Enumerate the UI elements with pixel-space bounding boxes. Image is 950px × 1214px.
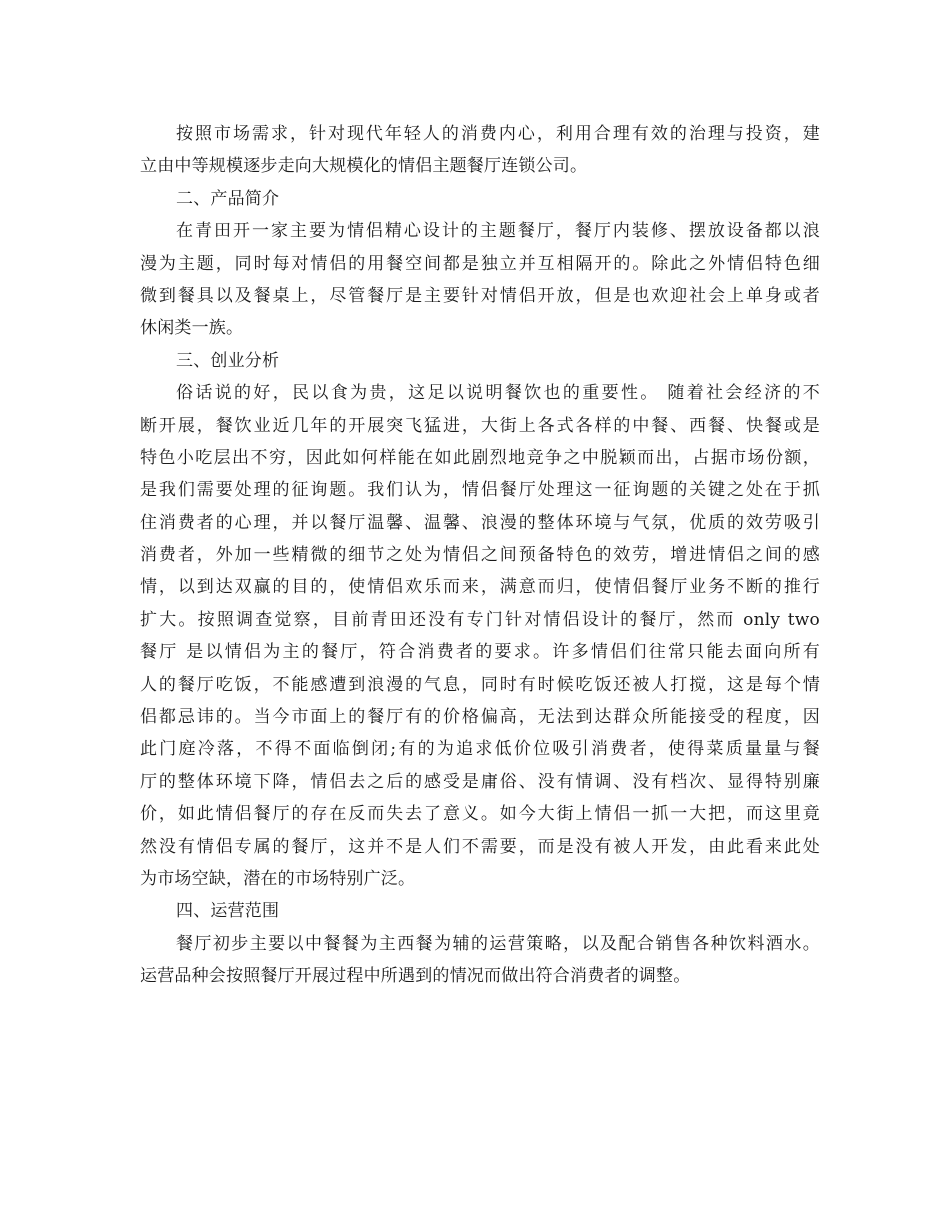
text-line: 运营品种会按照餐厅开展过程中所遇到的情况而做出符合消费者的调整。 xyxy=(140,966,691,987)
text-line: 此门庭冷落，不得不面临倒闭;有的为追求低价位吸引消费者，使得菜质量量与餐 xyxy=(140,739,820,760)
section-heading: 四、运营范围 xyxy=(176,901,280,922)
text-line: 住消费者的心理，并以餐厅温馨、温馨、浪漫的整体环境与气氛，优质的效劳吸引 xyxy=(140,512,820,533)
text-line: 俗话说的好，民以食为贵，这足以说明餐饮也的重要性。 随着社会经济的不 xyxy=(176,383,820,404)
text-line: 在青田开一家主要为情侣精心设计的主题餐厅，餐厅内装修、摆放设备都以浪 xyxy=(176,221,820,242)
text-line: 休闲类一族。 xyxy=(140,318,244,339)
section-heading: 二、产品简介 xyxy=(176,188,280,209)
text-line: 人的餐厅吃饭，不能感遭到浪漫的气息，同时有时候吃饭还被人打搅，这是每个情 xyxy=(140,674,820,695)
text-line: 断开展，餐饮业近几年的开展突飞猛进，大街上各式各样的中餐、西餐、快餐或是 xyxy=(140,415,820,436)
text-line: 按照市场需求，针对现代年轻人的消费内心，利用合理有效的治理与投资，建 xyxy=(176,124,820,144)
text-line: 然没有情侣专属的餐厅，这并不是人们不需要，而是没有被人开发，由此看来此处 xyxy=(140,836,820,857)
document-body xyxy=(140,118,820,993)
text-line: 消费者，外加一些精微的细节之处为情侣之间预备特色的效劳，增进情侣之间的感 xyxy=(140,545,820,566)
text-line: 为市场空缺，潜在的市场特别广泛。 xyxy=(140,868,416,889)
text-line: 微到餐具以及餐桌上，尽管餐厅是主要针对情侣开放，但是也欢迎社会上单身或者 xyxy=(140,285,820,306)
text-line: 侣都忌讳的。当今市面上的餐厅有的价格偏高，无法到达群众所能接受的程度，因 xyxy=(140,707,820,728)
text-line: 立由中等规模逐步走向大规模化的情侣主题餐厅连锁公司。 xyxy=(140,156,588,177)
text-line: 是我们需要处理的征询题。我们认为，情侣餐厅处理这一征询题的关键之处在于抓 xyxy=(140,480,820,501)
text-line: 扩大。按照调查觉察，目前青田还没有专门针对情侣设计的餐厅，然而 only two xyxy=(140,609,820,630)
text-line: 餐厅 是以情侣为主的餐厅，符合消费者的要求。许多情侣们往常只能去面向所有 xyxy=(140,642,820,663)
text-line: 价，如此情侣餐厅的存在反而失去了意义。如今大街上情侣一抓一大把，而这里竟 xyxy=(140,804,820,825)
text-line: 漫为主题，同时每对情侣的用餐空间都是独立并互相隔开的。除此之外情侣特色细 xyxy=(140,253,820,274)
text-line: 厅的整体环境下降，情侣去之后的感受是庸俗、没有情调、没有档次、显得特别廉 xyxy=(140,771,820,792)
text-line: 餐厅初步主要以中餐餐为主西餐为辅的运营策略，以及配合销售各种饮料酒水。 xyxy=(176,933,820,954)
section-heading: 三、创业分析 xyxy=(176,350,280,371)
text-line: 情，以到达双赢的目的，使情侣欢乐而来，满意而归，使情侣餐厅业务不断的推行 xyxy=(140,577,820,598)
text-line: 特色小吃层出不穷，因此如何样能在如此剧烈地竞争之中脱颖而出，占据市场份额， xyxy=(140,447,820,468)
